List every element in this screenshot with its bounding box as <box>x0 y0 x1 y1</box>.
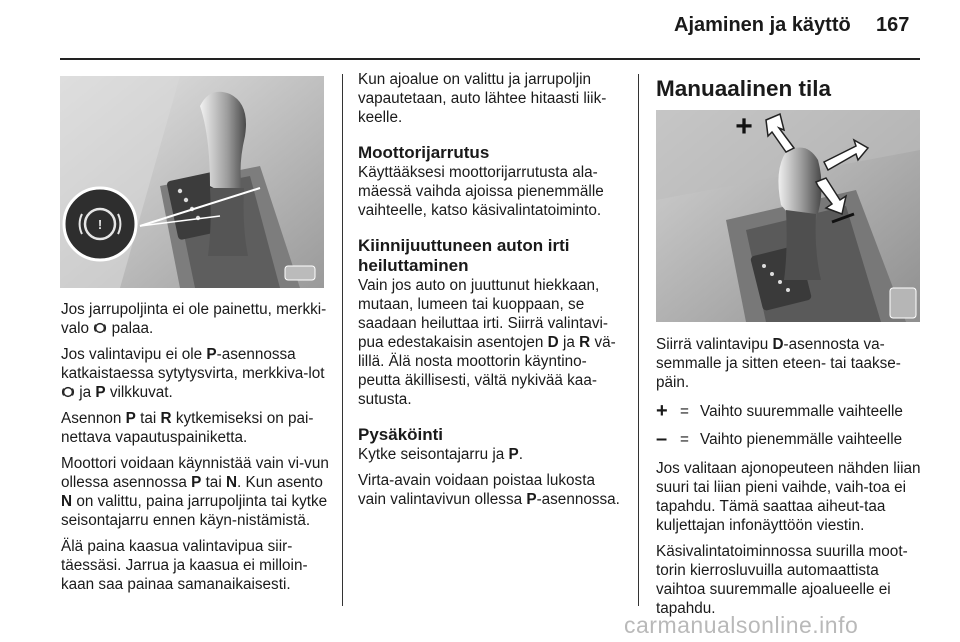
section-title: Ajaminen ja käyttö <box>674 14 851 36</box>
plus-icon: + <box>656 400 668 422</box>
paragraph: Jos jarrupoljinta ei ole painettu, merkki-valo palaa. <box>61 301 327 337</box>
column-2-text <box>358 70 626 516</box>
paragraph: Asennon P tai R kytkemiseksi on pai-nettava vapautuspainiketta. <box>61 410 314 446</box>
column-divider-2 <box>638 74 639 606</box>
paragraph: Kytke seisontajarru ja P. <box>358 446 523 463</box>
svg-text:+: + <box>735 110 753 143</box>
legend-row-downshift: – = Vaihto pienemmälle vaihteelle <box>656 428 903 450</box>
paragraph: Jos valitaan ajonopeuteen nähden liian suuri tai liian pieni vaihde, vaih-toa ei tapahdu. Tämä saattaa aiheut-taa kuljettajan infonäyttöön viestin. <box>656 460 921 534</box>
paragraph: Käyttääksesi moottorijarrutusta ala-mäessä vaihda ajoissa pienemmälle vaihteelle, katso käsivalintatoiminto. <box>358 164 604 219</box>
page-number: 167 <box>876 14 910 36</box>
watermark: carmanualsonline.info <box>624 612 859 638</box>
paragraph: Älä paina kaasua valintavipua siir-täessäsi. Jarrua ja kaasua ei milloin-kaan saa painaa samanaikaisesti. <box>61 538 308 593</box>
paragraph: Siirrä valintavipu D-asennosta va-semmalle ja sitten eteen- tai taakse-päin. <box>656 336 901 391</box>
manual-mode-photo <box>656 110 920 322</box>
column-3-text <box>656 335 924 625</box>
header-divider <box>60 58 920 60</box>
column-1-text <box>61 300 329 601</box>
section-heading: Kiinnijuuttuneen auton irti heiluttaminen <box>358 236 570 275</box>
paragraph: Virta-avain voidaan poistaa lukosta vain valintavivun ollessa P-asennossa. <box>358 472 620 508</box>
legend-row-upshift: + = Vaihto suuremmalle vaihteelle <box>656 400 903 422</box>
paragraph: Jos valintavipu ei ole P-asennossa katkaistaessa sytytysvirta, merkkiva-lot ja P vilkkuvat. <box>61 346 325 401</box>
brake-indicator-icon <box>93 321 107 335</box>
paragraph: Kun ajoalue on valittu ja jarrupoljin vapautetaan, auto lähtee hitaasti liik-keelle. <box>358 71 607 126</box>
section-heading: Moottorijarrutus <box>358 143 490 162</box>
legend <box>656 399 924 451</box>
svg-text:!: ! <box>97 217 103 232</box>
brake-indicator-icon <box>61 385 75 399</box>
gear-selector-photo <box>60 76 324 288</box>
minus-icon: – <box>656 428 668 450</box>
column-divider-1 <box>342 74 343 606</box>
manual-mode-heading: Manuaalinen tila <box>656 76 832 101</box>
paragraph: Vain jos auto on juuttunut hiekkaan, mutaan, lumeen tai kuoppaan, se saadaan heiluttaa irti. Siirrä valintavi-pua edestakaisin asentojen D ja R vä-lillä. Älä nosta moottorin käyntino-peutta äkillisesti, vältä nykivää kaa-sutusta. <box>358 277 616 408</box>
section-heading: Pysäköinti <box>358 425 444 444</box>
paragraph: Käsivalintatoiminnossa suurilla moot-torin kierrosluvuilla automaattista vaihtoa suuremmalle ajoalueelle ei tapahdu. <box>656 543 908 617</box>
paragraph: Moottori voidaan käynnistää vain vi-vun ollessa asennossa P tai N. Kun asento N on valittu, paina jarrupoljinta tai kytke seisontajarru ennen käyn-nistämistä. <box>61 455 329 529</box>
